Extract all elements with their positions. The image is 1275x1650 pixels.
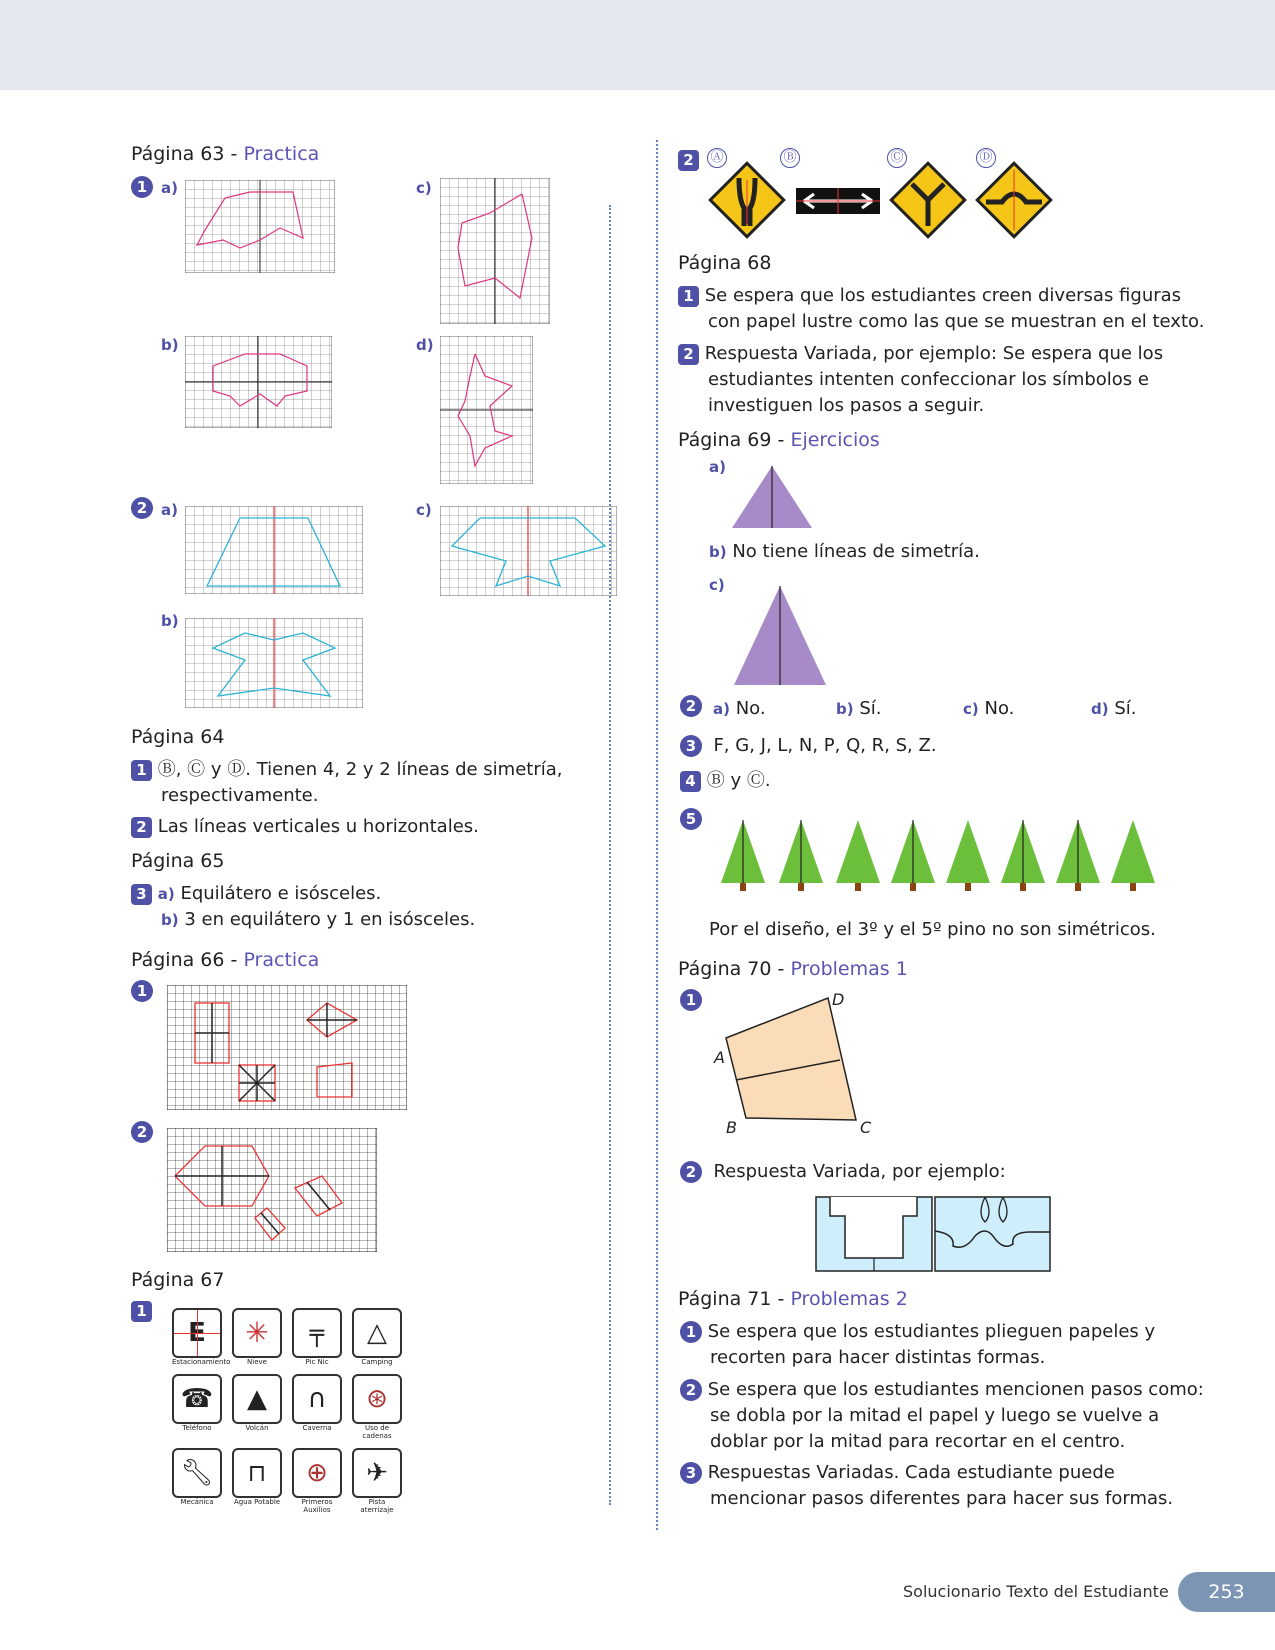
- p71-answer-1: 1 Se espera que los estudiantes plieguen papeles y recorten para hacer distintas formas.: [680, 1319, 1155, 1371]
- volcan-icon: ▲ Volcán: [232, 1374, 282, 1440]
- p71-answer-2: 2 Se espera que los estudiantes mencionen pasos como: se dobla por la mitad el papel y luego se vuelve a doblar por la mitad para recortar en el centro.: [680, 1377, 1204, 1455]
- sign-label-b: Ⓑ: [780, 146, 800, 168]
- p69-label-c: c): [709, 576, 725, 594]
- point-c: C: [860, 1118, 872, 1137]
- p68-heading: Página 68: [678, 252, 772, 274]
- point-a: A: [714, 1048, 725, 1067]
- label-a: a): [161, 179, 178, 197]
- symbol-icons-grid: [172, 1308, 397, 1514]
- grid-1c: [440, 178, 550, 324]
- p64-answer-1: 1 Ⓑ, Ⓒ y Ⓓ. Tienen 4, 2 y 2 líneas de simetría, respectivamente.: [131, 757, 563, 809]
- cutout-example: [815, 1196, 1052, 1272]
- p66-ex2-number: 2: [131, 1121, 153, 1143]
- p69-label-a: a): [709, 458, 726, 476]
- sign-label-c: Ⓒ: [887, 146, 907, 168]
- p68-answer-1: 1 Se espera que los estudiantes creen diversas figuras con papel lustre como las que se muestran en el texto.: [678, 283, 1204, 335]
- triangle-c: [732, 582, 828, 687]
- p69-ans2-c: c) No.: [963, 698, 1015, 719]
- top-band: [0, 0, 1275, 90]
- p64-answer-2: 2 Las líneas verticales u horizontales.: [131, 814, 479, 840]
- p63-heading: Página 63 - Practica: [131, 143, 320, 165]
- estacionamiento-icon: Estacionamiento: [172, 1308, 222, 1366]
- p67-heading: Página 67: [131, 1269, 225, 1291]
- camping-icon: △ Camping: [352, 1308, 402, 1366]
- primeros-auxilios-icon: ⊕ Primeros Auxilios: [292, 1448, 342, 1514]
- footer-title: Solucionario Texto del Estudiante: [903, 1582, 1169, 1601]
- cadenas-icon: ⊛ Uso de cadenas: [352, 1374, 402, 1440]
- p70-answer-2: 2 Respuesta Variada, por ejemplo:: [680, 1159, 1006, 1185]
- column-divider-right: [656, 140, 658, 1530]
- sign-label-d: Ⓓ: [976, 146, 996, 168]
- grid-1d: [440, 336, 533, 484]
- p69-ex2-number: 2: [680, 695, 702, 717]
- p66-ex1-number: 1: [131, 980, 153, 1002]
- p65-heading: Página 65: [131, 850, 225, 872]
- label-2c: c): [416, 501, 432, 519]
- p69-answer-3: 3 F, G, J, L, N, P, Q, R, S, Z.: [680, 733, 937, 759]
- column-divider-left: [609, 205, 611, 1505]
- p69-ex5-number: 5: [680, 808, 702, 830]
- p69-ans2-a: a) No.: [713, 698, 766, 719]
- caverna-icon: ∩ Caverna: [292, 1374, 342, 1440]
- p67-ex2-number: 2: [678, 150, 699, 171]
- agua-potable-icon: ⊓ Agua Potable: [232, 1448, 282, 1514]
- point-d: D: [832, 990, 845, 1009]
- page-number: 253: [1178, 1572, 1275, 1612]
- p63-ex1-number: 1: [131, 176, 153, 198]
- pic-nic-icon: ╤ Pic Nic: [292, 1308, 342, 1366]
- p67-ex1-number: 1: [131, 1301, 152, 1322]
- grid-2c: [440, 506, 617, 596]
- label-2a: a): [161, 501, 178, 519]
- p69-answer-5: Por el diseño, el 3º y el 5º pino no son simétricos.: [709, 919, 1156, 940]
- grid-1a: [185, 180, 335, 273]
- p69-answer-4: 4 Ⓑ y Ⓒ.: [680, 768, 771, 794]
- p63-ex2-number: 2: [131, 497, 153, 519]
- p70-heading: Página 70 - Problemas 1: [678, 958, 908, 980]
- grid-p66-2: [167, 1128, 377, 1252]
- road-signs: [708, 160, 1068, 242]
- label-b: b): [161, 336, 179, 354]
- p70-ex1-number: 1: [680, 989, 702, 1011]
- p69-ans2-b: b) Sí.: [836, 698, 882, 719]
- telefono-icon: ☎ Teléfono: [172, 1374, 222, 1440]
- triangle-a: [730, 462, 815, 530]
- grid-2a: [185, 506, 363, 594]
- grid-1b: [185, 336, 332, 428]
- quadrilateral-abcd: [718, 988, 878, 1128]
- p68-answer-2: 2 Respuesta Variada, por ejemplo: Se espera que los estudiantes intenten confeccionar los símbolos e investiguen los pasos a seguir.: [678, 341, 1163, 419]
- grid-p66-1: [167, 985, 407, 1110]
- pine-trees: [718, 818, 1158, 893]
- p69-heading: Página 69 - Ejercicios: [678, 429, 880, 451]
- label-c: c): [416, 179, 432, 197]
- p71-answer-3: 3 Respuestas Variadas. Cada estudiante puede mencionar pasos diferentes para hacer sus formas.: [680, 1460, 1173, 1512]
- point-b: B: [726, 1118, 737, 1137]
- nieve-icon: ✳ Nieve: [232, 1308, 282, 1366]
- label-d: d): [416, 336, 434, 354]
- label-2b: b): [161, 612, 179, 630]
- p64-heading: Página 64: [131, 726, 225, 748]
- pista-aterrizaje-icon: ✈ Pista aterrizaje: [352, 1448, 402, 1514]
- p69-ans2-d: d) Sí.: [1091, 698, 1137, 719]
- mecanica-icon: 🔧︎ Mecánica: [172, 1448, 222, 1514]
- p65-answer-3: 3 a) Equilátero e isósceles. b) 3 en equilátero y 1 en isósceles.: [131, 881, 475, 933]
- p69-answer-b: b) No tiene líneas de simetría.: [709, 541, 980, 562]
- sign-label-a: Ⓐ: [707, 146, 727, 168]
- p71-heading: Página 71 - Problemas 2: [678, 1288, 908, 1310]
- grid-2b: [185, 618, 363, 708]
- p66-heading: Página 66 - Practica: [131, 949, 320, 971]
